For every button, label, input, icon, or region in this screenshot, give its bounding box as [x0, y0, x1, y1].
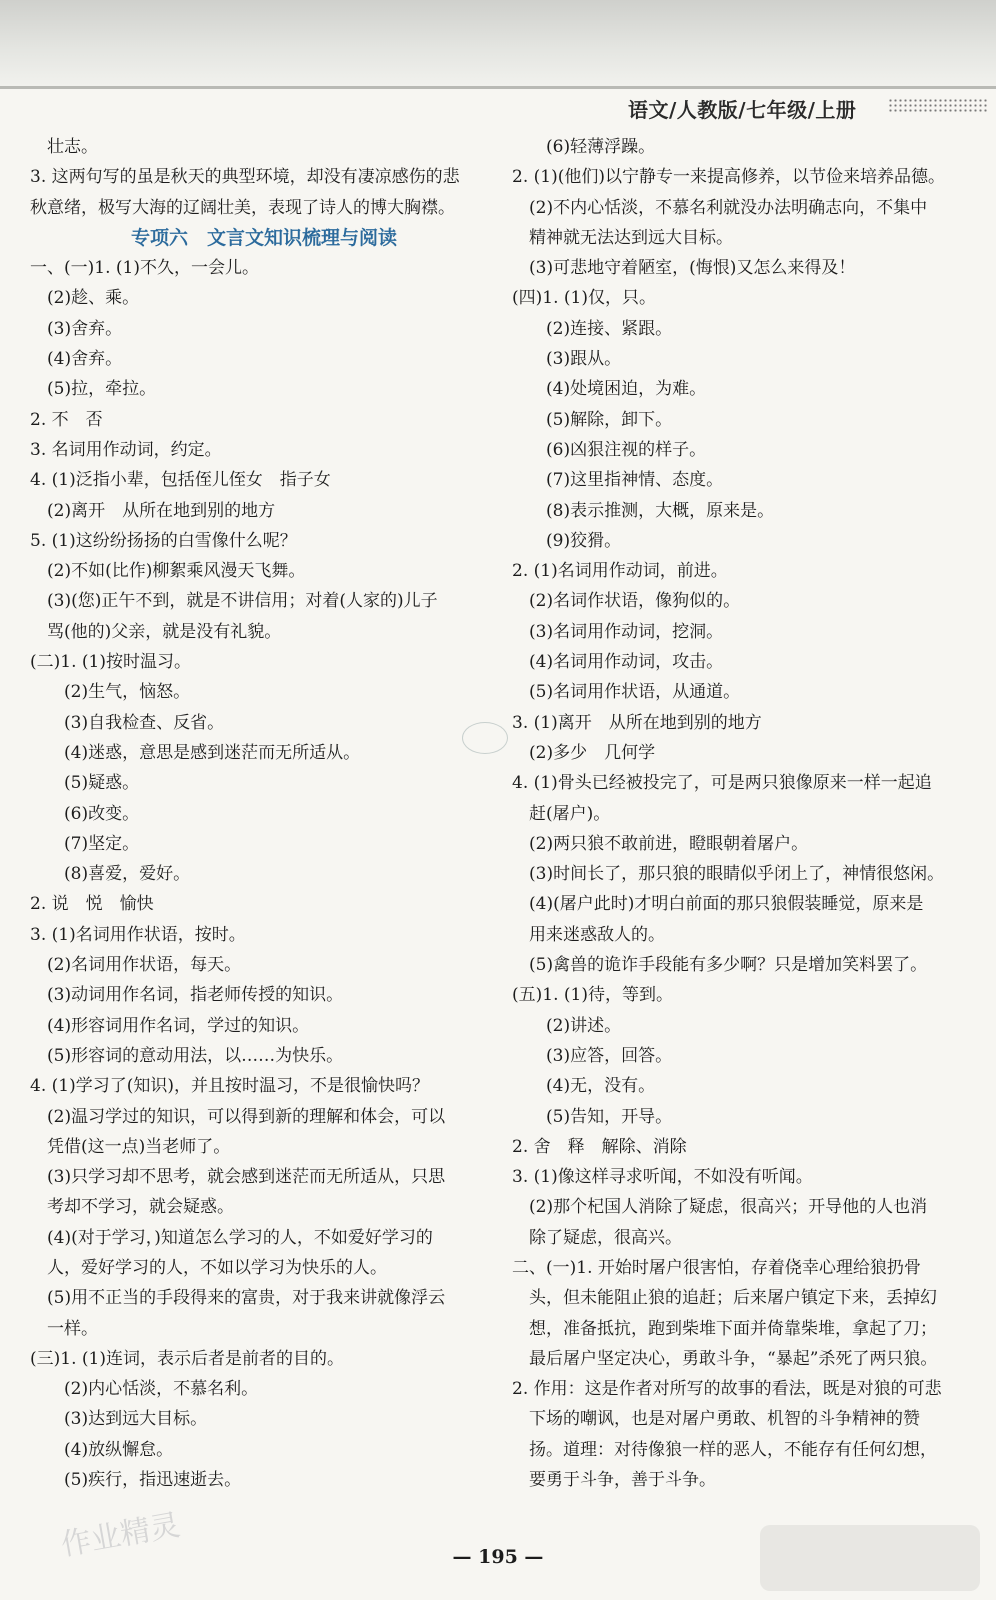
answer-line: (3)跟从。: [512, 349, 622, 370]
answer-line: 二、(一)1. 开始时屠户很害怕，存着侥幸心理给狼扔骨: [512, 1257, 921, 1278]
answer-line: (四)1. (1)仅，只。: [512, 288, 656, 309]
answer-line: (6)改变。: [30, 803, 140, 824]
section-title: 专项六 文言文知识梳理与阅读: [130, 226, 397, 249]
answer-line: 2. 说 悦 愉快: [30, 894, 154, 915]
answer-line: (2)内心恬淡，不慕名利。: [30, 1379, 259, 1400]
answer-line: 4. (1)骨头已经被投完了，可是两只狼像原来一样一起追: [512, 773, 932, 794]
answer-line: (8)表示推测，大概，原来是。: [512, 500, 775, 521]
book-header-title: 语文/人教版/七年级/上册: [628, 98, 857, 122]
answer-line: (2)讲述。: [512, 1015, 622, 1036]
answer-line: 最后屠户坚定决心，勇敢斗争，“暴起”杀死了两只狼。: [512, 1348, 938, 1369]
answer-line: 用来迷惑敌人的。: [512, 924, 665, 945]
answer-line: 3. (1)离开 从所在地到别的地方: [512, 712, 762, 733]
answer-line: (2)连接、紧跟。: [512, 318, 673, 339]
answer-line: (4)舍弃。: [30, 349, 123, 370]
answer-line: (4)无，没有。: [512, 1076, 656, 1097]
answer-line: (3)只学习却不思考，就会感到迷茫而无所适从，只思: [30, 1167, 446, 1188]
answer-line: (3)时间长了，那只狼的眼睛似乎闭上了，神情很悠闲。: [512, 864, 945, 885]
answer-line: 想，准备抵抗，跑到柴堆下面并倚靠柴堆，拿起了刀；: [512, 1318, 937, 1339]
answer-line: (2)生气，恼怒。: [30, 682, 191, 703]
answer-line: (3)舍弃。: [30, 318, 123, 339]
answer-line: 4. (1)泛指小辈，包括侄儿侄女 指子女: [30, 470, 331, 491]
answer-line: (2)那个杞国人消除了疑虑，很高兴；开导他的人也消: [512, 1197, 928, 1218]
watermark-left: 作业精灵: [58, 1507, 183, 1564]
answer-line: (2)名词作状语，像狗似的。: [512, 591, 741, 612]
answer-line: (4)名词用作动词，攻击。: [512, 652, 724, 673]
answer-line: (2)温习学过的知识，可以得到新的理解和体会，可以: [30, 1106, 446, 1127]
answer-line: 2. 舍 释 解除、消除: [512, 1136, 687, 1157]
answer-line: (5)告知，开导。: [512, 1106, 673, 1127]
answer-line: (3)(您)正午不到，就是不讲信用；对着(人家的)儿子: [30, 591, 438, 612]
answer-line: (4)(屠户此时)才明白前面的那只狼假装睡觉，原来是: [512, 894, 924, 915]
answer-line: (4)放纵懈怠。: [30, 1439, 174, 1460]
answer-line: (2)离开 从所在地到别的地方: [30, 500, 276, 521]
answer-line: (7)这里指神情、态度。: [512, 470, 724, 491]
answer-line: (8)喜爱，爱好。: [30, 864, 191, 885]
answer-line: (3)名词用作动词，挖洞。: [512, 621, 724, 642]
answer-line: 2. (1)名词用作动词，前进。: [512, 561, 728, 582]
answer-line: 要勇于斗争，善于斗争。: [512, 1470, 716, 1491]
answer-line: (4)(对于学习，)知道怎么学习的人，不如爱好学习的: [30, 1227, 433, 1248]
answer-line: (5)拉，牵拉。: [30, 379, 157, 400]
answer-line: 2. 作用：这是作者对所写的故事的看法，既是对狼的可悲: [512, 1379, 942, 1400]
answer-line: 2. (1)(他们)以宁静专一来提高修养，以节俭来培养品德。: [512, 167, 945, 188]
answer-line: 扬。道理：对待像狼一样的恶人，不能存有任何幻想，: [512, 1439, 937, 1460]
right-column: [512, 132, 980, 1495]
answer-line: 3. (1)名词用作状语，按时。: [30, 924, 246, 945]
answer-line: (7)坚定。: [30, 833, 140, 854]
answer-line: 一、(一)1. (1)不久，一会儿。: [30, 258, 259, 279]
answer-line: 下场的嘲讽，也是对屠户勇敢、机智的斗争精神的赞: [512, 1409, 920, 1430]
answer-line: (4)形容词用作名词，学过的知识。: [30, 1015, 310, 1036]
answer-line: 壮志。: [30, 137, 98, 157]
answer-line: 2. 不 否: [30, 409, 103, 430]
answer-line: (5)形容词的意动用法，以……为快乐。: [30, 1045, 344, 1066]
answer-line: (5)用不正当的手段得来的富贵，对于我来讲就像浮云: [30, 1288, 446, 1309]
answer-line: (5)禽兽的诡诈手段能有多少啊？只是增加笑料罢了。: [512, 955, 928, 976]
answer-line: (6)凶狠注视的样子。: [512, 439, 707, 460]
answer-line: 骂(他的)父亲，就是没有礼貌。: [30, 621, 282, 642]
answer-line: (9)狡猾。: [512, 530, 622, 551]
answer-line: 人，爱好学习的人，不如以学习为快乐的人。: [30, 1257, 387, 1278]
answer-line: (5)名词用作状语，从通道。: [512, 682, 741, 703]
answer-line: (5)疑惑。: [30, 773, 140, 794]
answer-line: (2)两只狼不敢前进，瞪眼朝着屠户。: [512, 833, 809, 854]
answer-line: (5)疾行，指迅速逝去。: [30, 1470, 242, 1491]
answer-line: (5)解除，卸下。: [512, 409, 673, 430]
answer-line: (2)趁、乘。: [30, 288, 140, 309]
left-column: [30, 132, 498, 1495]
answer-line: (二)1. (1)按时温习。: [30, 652, 191, 673]
answer-line: (3)达到远大目标。: [30, 1409, 208, 1430]
answer-line: 秋意绪，极写大海的辽阔壮美，表现了诗人的博大胸襟。: [30, 197, 455, 218]
answer-line: (五)1. (1)待，等到。: [512, 985, 673, 1006]
header-rule: [0, 86, 996, 89]
answer-line: (三)1. (1)连词，表示后者是前者的目的。: [30, 1348, 344, 1369]
answer-line: (3)自我检查、反省。: [30, 712, 225, 733]
answer-line: 头，但未能阻止狼的追赶；后来屠户镇定下来，丢掉幻: [512, 1288, 937, 1309]
answer-line: (2)不如(比作)柳絮乘风漫天飞舞。: [30, 561, 306, 582]
answer-line: 凭借(这一点)当老师了。: [30, 1136, 231, 1157]
answer-line: 3. 这两句写的虽是秋天的典型环境，却没有凄凉感伤的悲: [30, 167, 460, 188]
answer-line: 3. 名词用作动词，约定。: [30, 439, 222, 460]
answer-line: 一样。: [30, 1318, 98, 1339]
answer-line: (6)轻薄浮躁。: [512, 137, 656, 157]
answer-line: (2)名词用作状语，每天。: [30, 955, 242, 976]
answer-line: 5. (1)这纷纷扬扬的白雪像什么呢？: [30, 530, 297, 551]
stamp-mark: [462, 722, 508, 754]
answer-line: 考却不学习，就会疑惑。: [30, 1197, 234, 1218]
answer-line: 3. (1)像这样寻求听闻，不如没有听闻。: [512, 1167, 813, 1188]
answer-line: (3)可悲地守着陋室，(悔恨)又怎么来得及！: [512, 258, 856, 279]
header-dot-pattern: [888, 98, 988, 114]
answer-line: (4)迷惑，意思是感到迷茫而无所适从。: [30, 742, 361, 763]
answer-line: (2)多少 几何学: [512, 742, 656, 763]
answer-line: (3)动词用作名词，指老师传授的知识。: [30, 985, 344, 1006]
header-band: [0, 0, 996, 88]
answer-line: 除了疑虑，很高兴。: [512, 1227, 682, 1248]
answer-line: 赶(屠户)。: [512, 803, 611, 824]
page-number: — 195 —: [452, 1546, 544, 1568]
answer-line: 精神就无法达到远大目标。: [512, 227, 733, 248]
answer-line: (3)应答，回答。: [512, 1045, 673, 1066]
answer-line: (2)不内心恬淡，不慕名利就没办法明确志向，不集中: [512, 197, 928, 218]
answer-line: 4. (1)学习了(知识)，并且按时温习，不是很愉快吗？: [30, 1076, 429, 1097]
answer-line: (4)处境困迫，为难。: [512, 379, 707, 400]
